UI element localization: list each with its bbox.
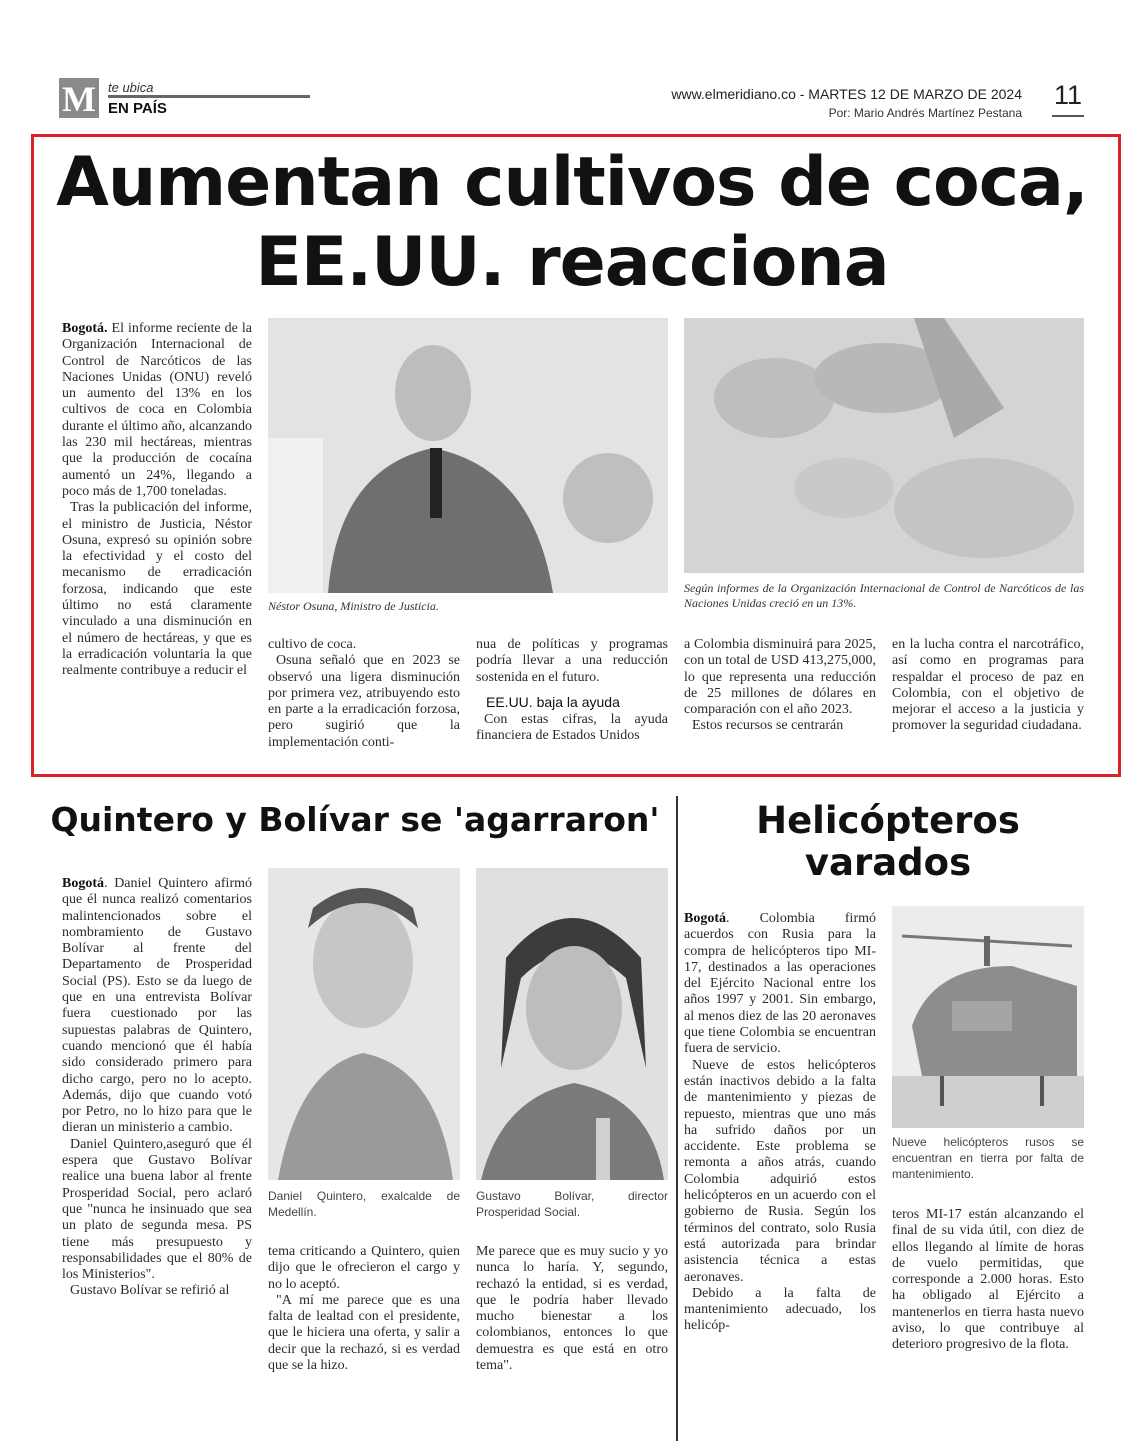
story3-headline bbox=[688, 800, 1088, 884]
photo-gustavo-bolivar bbox=[476, 868, 668, 1180]
person-photo-icon bbox=[476, 868, 668, 1180]
story2-column-2 bbox=[268, 1244, 460, 1374]
main-column-5 bbox=[892, 637, 1084, 735]
photo-nestor-osuna bbox=[268, 318, 668, 593]
page-number: 11 bbox=[1053, 80, 1083, 110]
photo-caption: Néstor Osuna, Ministro de Justicia. bbox=[268, 599, 439, 613]
story3-column-1 bbox=[684, 911, 876, 1335]
photo-caption: Según informes de la Organización Internacional de Control de Narcóticos de las Naciones Unidas creció en un 13%. bbox=[684, 581, 1084, 610]
page-number-rule bbox=[1052, 115, 1084, 117]
paragraph: teros MI-17 están alcanzando el final de su vida útil, con diez de ellos llegando al límite de horas de vuelo permitidas, que corresponde a 2.000 horas. Esto ha obligado al Ejército a mantenerlos en tierra hasta nuevo aviso, lo que contribuye al deterioro progresivo de la flota. bbox=[892, 1207, 1084, 1353]
paragraph: Gustavo Bolívar se refirió al bbox=[70, 1283, 230, 1299]
plants-photo-icon bbox=[684, 318, 1084, 573]
story3-headline-line2: varados bbox=[804, 841, 972, 884]
paragraph: cultivo de coca. bbox=[268, 637, 357, 652]
paragraph: a Colombia disminuirá para 2025, con un total de USD 413,275,000, lo que representa una reducción de 25 millones de dólares en comparación con el año 2023. bbox=[684, 637, 876, 718]
paragraph: en la lucha contra el narcotráfico, así como en programas para respaldar el proceso de paz en Colombia, con el objetivo de mejorar el acceso a la justicia y promover la seguridad ciudadana. bbox=[892, 637, 1084, 734]
main-column-4 bbox=[684, 637, 876, 735]
main-column-2 bbox=[268, 637, 460, 751]
paragraph: Estos recursos se centrarán bbox=[692, 718, 844, 734]
story3-headline-line1: Helicópteros bbox=[756, 799, 1020, 842]
paragraph: Daniel Quintero,aseguró que él espera que Gustavo Bolívar realice una buena labor al frente Prosperidad Social, pero aclaró que "nunca he insinuado que sea un plato de segunda mesa. PS tiene más presupuesto y responsabilidades que el 80% de los Ministerios". bbox=[62, 1136, 252, 1283]
helicopter-photo-icon bbox=[892, 906, 1084, 1128]
section-name: EN PAÍS bbox=[108, 100, 167, 117]
paragraph: Con estas cifras, la ayuda financiera de Estados Unidos bbox=[476, 712, 668, 744]
photo-caption: Daniel Quintero, exalcalde de Medellín. bbox=[268, 1189, 460, 1219]
paragraph: Nueve de estos helicópteros están inactivos debido a la falta de mantenimiento y piezas de repuesto, mientras que uno más ha sufrido daños por un accidente. Este problema se remonta a años atrás, cuando Colombia adquirió estos helicópteros en un acuerdo con el gobierno de Rusia. Según los términos del contrato, solo Rusia está autorizada para brindar asistencia técnica a estas aeronaves. bbox=[684, 1057, 876, 1285]
section-divider bbox=[108, 95, 310, 98]
photo-caption: Nueve helicópteros rusos se encuentran en tierra por falta de mantenimiento. bbox=[892, 1135, 1084, 1181]
photo-helicopter bbox=[892, 906, 1084, 1128]
date-line: www.elmeridiano.co - MARTES 12 DE MARZO DE 2024 bbox=[671, 86, 1022, 102]
main-column-3 bbox=[476, 637, 668, 745]
section-tag: te ubica bbox=[108, 80, 154, 95]
paragraph: Osuna señaló que en 2023 se observó una ligera disminución por primera vez, atribuyendo esto en parte a la erradicación forzosa, pero sugirió que la implementación conti- bbox=[268, 653, 460, 750]
paragraph: nua de políticas y programas podría llevar a una reducción sostenida en el futuro. bbox=[476, 637, 668, 685]
paragraph: El informe reciente de la Organización Internacional de Control de Narcóticos de las Naciones Unidas (ONU) reveló un aumento del 13% en los cultivos de coca en Colombia durante el último año, alcanzando las 230 mil hectáreas, mientras que la producción de cocaína aumentó un 24%, llegando a poco más de 1,700 toneladas. bbox=[62, 321, 252, 499]
story2-column-1 bbox=[62, 876, 252, 1300]
main-headline: Aumentan cultivos de coca, EE.UU. reacciona bbox=[56, 143, 1088, 302]
photo-coca-plants bbox=[684, 318, 1084, 573]
story2-headline: Quintero y Bolívar se 'agarraron' bbox=[50, 800, 660, 839]
column-divider bbox=[676, 796, 678, 1441]
newspaper-logo bbox=[59, 78, 99, 118]
paragraph: . Colombia firmó acuerdos con Rusia para la compra de helicópteros tipo MI-17, destinados a las operaciones del Ejército Nacional entre los años 1997 y 2001. Sin embargo, al menos diez de las 20 aeronaves que tiene Colombia se encuentran fuera de servicio. bbox=[684, 911, 876, 1057]
svg-text:M: M bbox=[62, 79, 96, 118]
subheading: EE.UU. baja la ayuda bbox=[486, 693, 620, 710]
photo-caption: Gustavo Bolívar, director Prosperidad Social. bbox=[476, 1189, 668, 1219]
dateline: Bogotá bbox=[62, 876, 104, 891]
paragraph: Me parece que es muy sucio y yo nunca lo haría. Y, segundo, rechazó la entidad, si es verdad, que le podría haber llevado mucho bienestar a los colombianos, entonces lo que demuestra es que está en otro tema". bbox=[476, 1244, 668, 1374]
paragraph: Tras la publicación del informe, el ministro de Justicia, Néstor Osuna, expresó su opinión sobre la efectividad y el costo del mecanismo de erradicación forzosa, indicando que este último no está claramente vinculado a una disminución en el número de hectáreas, y que es la erradicación voluntaria la que realmente contribuye a reducir el bbox=[62, 500, 252, 679]
story2-column-3 bbox=[476, 1244, 668, 1374]
main-column-1 bbox=[62, 321, 252, 680]
story3-column-2 bbox=[892, 1207, 1084, 1354]
author-line: Por: Mario Andrés Martínez Pestana bbox=[828, 106, 1022, 120]
photo-daniel-quintero bbox=[268, 868, 460, 1180]
paragraph: tema criticando a Quintero, quien dijo que le ofrecieron el cargo y no lo aceptó. bbox=[268, 1244, 460, 1292]
paragraph: "A mí me parece que es una falta de lealtad con el presidente, que le hiciera una oferta, y salir a decir que la rechazó, si es verdad que se la hizo. bbox=[268, 1292, 460, 1374]
dateline: Bogotá bbox=[684, 911, 726, 926]
paragraph: Debido a la falta de mantenimiento adecuado, los helicóp- bbox=[684, 1285, 876, 1334]
logo-m-icon bbox=[59, 78, 99, 118]
paragraph: . Daniel Quintero afirmó que él nunca realizó comentarios malintencionados sobre el nombramiento de Gustavo Bolívar al frente del Departamento de Prosperidad Social (PS). Esto se da luego de que en una entrevista Bolívar fuera cuestionado por las supuestas palabras de Quintero, cuando mencionó que él había sido considerado primero para dicho cargo, pero no lo acepto. Además, dijo que cuando votó por Petro, no lo hizo para que le dieran un ministerio a cambio. bbox=[62, 876, 252, 1136]
person-photo-icon bbox=[268, 868, 460, 1180]
dateline: Bogotá. bbox=[62, 321, 108, 336]
person-photo-icon bbox=[268, 318, 668, 593]
